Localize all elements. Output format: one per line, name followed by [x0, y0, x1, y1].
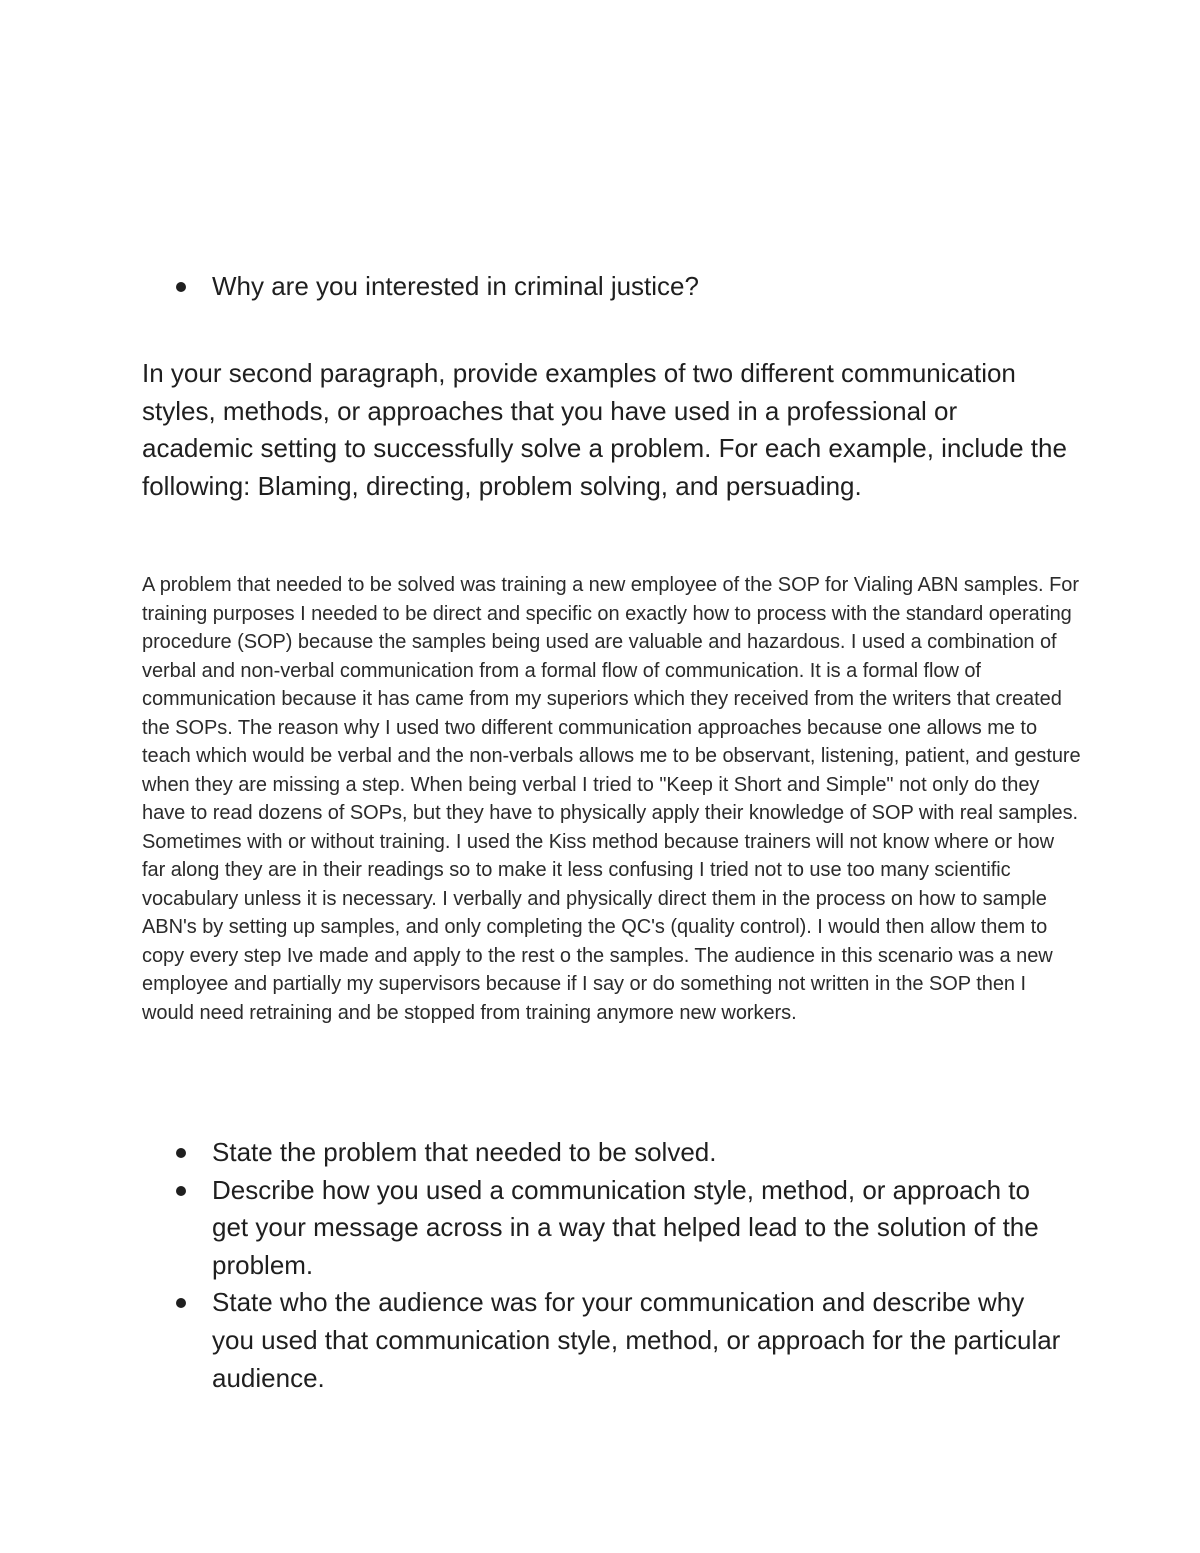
bullet-item: [176, 1172, 1066, 1285]
bullet-item: [176, 1134, 1066, 1172]
bullet-dot-icon: [176, 1298, 186, 1308]
section-heading: In your second paragraph, provide examples of two different communication styles, methods, or approaches that you have used in a professional or academic setting to successfully solve a problem. For each example, include the following: Blaming, directing, problem solving, and persuading.: [142, 358, 1067, 501]
bullet-text: State the problem that needed to be solved.: [212, 1137, 717, 1167]
bullet-text: State who the audience was for your communication and describe why you used that communication style, method, or approach for the particular audience.: [212, 1287, 1061, 1393]
intro-bullet-list: [176, 268, 1076, 306]
bullet-item: [176, 1284, 1066, 1397]
instruction-bullet-list: [176, 1134, 1066, 1397]
bullet-text: Describe how you used a communication style, method, or approach to get your message across in a way that helped lead to the solution of the problem.: [212, 1174, 1039, 1280]
bullet-dot-icon: [176, 1148, 186, 1158]
bullet-dot-icon: [176, 1186, 186, 1196]
bullet-item: [176, 268, 1076, 306]
bullet-dot-icon: [176, 282, 186, 292]
bullet-text: Why are you interested in criminal justice?: [212, 271, 699, 301]
body-paragraph: A problem that needed to be solved was training a new employee of the SOP for Vialing ABN samples. For training purposes I needed to be direct and specific on exactly how to process with the standard operating procedure (SOP) because the samples being used are valuable and hazardous. I used a combination of verbal and non-verbal communication from a formal flow of communication. It is a formal flow of communication because it has came from my superiors which they received from the writers that created the SOPs. The reason why I used two different communication approaches because one allows me to teach which would be verbal and the non-verbals allows me to be observant, listening, patient, and gesture when they are missing a step. When being verbal I tried to "Keep it Short and Simple" not only do they have to read dozens of SOPs, but they have to physically apply their knowledge of SOP with real samples. Sometimes with or without training. I used the Kiss method because trainers will not know where or how far along they are in their readings so to make it less confusing I tried not to use too many scientific vocabulary unless it is necessary. I verbally and physically direct them in the process on how to sample ABN's by setting up samples, and only completing the QC's (quality control). I would then allow them to copy every step Ive made and apply to the rest o the samples. The audience in this scenario was a new employee and partially my supervisors because if I say or do something not written in the SOP then I would need retraining and be stopped from training anymore new workers.: [142, 574, 1081, 1024]
